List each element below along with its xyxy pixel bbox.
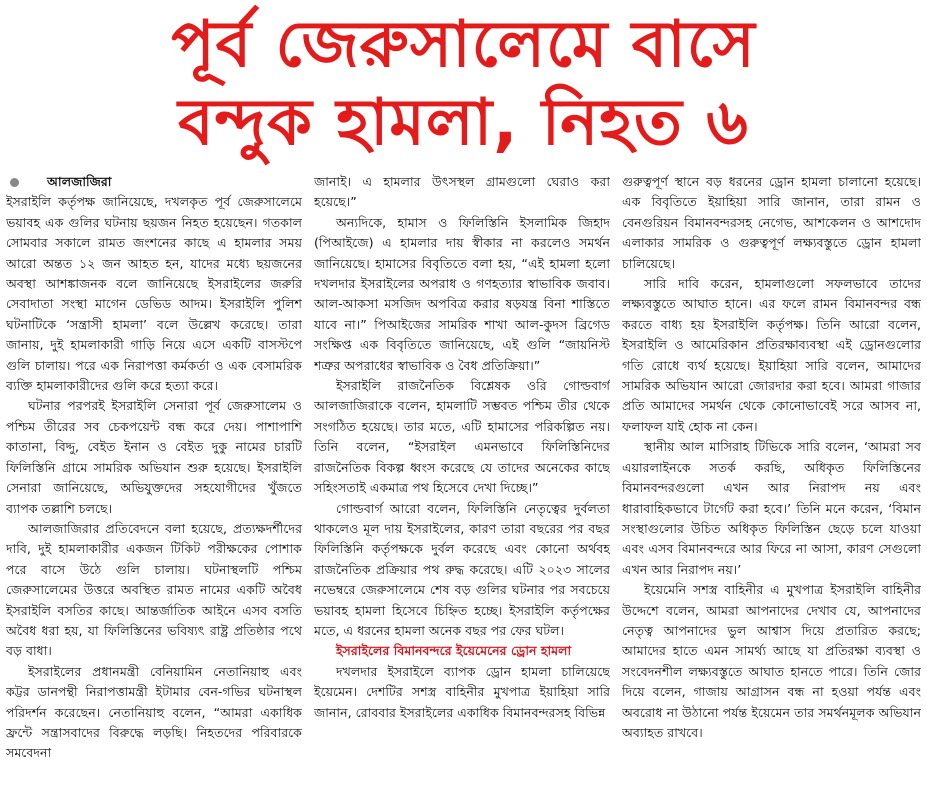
byline-text: আলজাজিরা bbox=[47, 174, 112, 189]
column-1 bbox=[6, 172, 302, 808]
paragraph: ইসরাইলি রাজনৈতিক বিশ্লেষক ওরি গোল্ডবার্গ আলজাজিরাকে বলেন, হামলাটি সম্ভবত পশ্চিম তীর থেকে সংগঠিত হয়েছে। তার মতে, এটি হামাসের পরিকল্পিত নয়। তিনি বলেন, “ইসরাইল এমনভাবে ফিলিস্তিনিদের রাজনৈতিক বিকল্প ধ্বংস করেছে যে তাদের অনেকের কাছে সহিংসতাই একমাত্র পথ হিসেবে দেখা দিচ্ছে।” bbox=[314, 378, 610, 496]
headline bbox=[0, 6, 927, 162]
column-2 bbox=[314, 172, 610, 808]
paragraph: ইয়েমেনি সশস্ত্র বাহিনীর এ মুখপাত্র ইসরাইলি বাহিনীর উদ্দেশে বলেন, আমরা আপনাদের দেখাব যে, আপনাদের নেতৃত্ব আপনাদের ভুল আশ্বাস দিয়ে প্রতারিত করছে; আমাদের হাতে এমন সামর্থ্য আছে যা প্রতিরক্ষা ব্যবস্থা ও সংবেদনশীল লক্ষ্যবস্তুতে আঘাত হানতে পারে। তিনি জোর দিয়ে বলেন, গাজায় আগ্রাসন বন্ধ না হওয়া পর্যন্ত এবং অবরোধ না উঠানো পর্যন্ত ইয়েমেন তার সমর্থনমূলক অভিযান অব্যাহত রাখবে। bbox=[622, 582, 921, 740]
headline-line-2: বন্দুক হামলা, নিহত ৬ bbox=[178, 86, 749, 160]
column-3 bbox=[622, 172, 921, 808]
paragraph: গোল্ডবার্গ আরো বলেন, ফিলিস্তিনি নেতৃত্বের দুর্বলতা থাকলেও মূল দায় ইসরাইলের, কারণ তারা বছরের পর বছর ফিলিস্তিনি কর্তৃপক্ষকে দুর্বল করেছে এবং কোনো অর্থবহ রাজনৈতিক প্রক্রিয়ার পথ রুদ্ধ করেছে। এটি ২০২৩ সালের নভেম্বরে জেরুসালেমে শেষ বড় গুলির ঘটনার পর সবচেয়ে ভয়াবহ হামলা হিসেবে চিহ্নিত হচ্ছে। ইসরাইলি কর্তৃপক্ষের মতে, এ ধরনের হামলা অনেক বছর পর ফের ঘটল। bbox=[314, 500, 610, 638]
paragraph: দখলদার ইসরাইলে ব্যাপক ড্রোন হামলা চালিয়েছে ইয়েমেন। দেশটির সশস্ত্র বাহিনীর মুখপাত্র ইয়াহিয়া সারি জানান, রোববার ইসরাইলের একাধিক বিমানবন্দরসহ বিভিন্ন bbox=[314, 663, 610, 720]
paragraph: অন্যদিকে, হামাস ও ফিলিস্তিনি ইসলামিক জিহাদ (পিআইজে) এ হামলার দায় স্বীকার না করলেও সমর্থন জানিয়েছে। হামাসের বিবৃতিতে বলা হয়, “এই হামলা হলো দখলদার ইসরাইলের অপরাধ ও গণহত্যার স্বাভাবিক জবাব। আল-আকসা মসজিদ অপবিত্র করার ষড়যন্ত্র বিনা শাস্তিতে যাবে না।” পিআইজের সামরিক শাখা আল-কুদস ব্রিগেড সংক্ষিপ্ত এক বিবৃতিতে জানিয়েছে, এই গুলি “জায়নিস্ট শত্রুর অপরাধের স্বাভাবিক ও বৈধ প্রতিক্রিয়া।” bbox=[314, 214, 610, 373]
paragraph: ইসরাইলের প্রধানমন্ত্রী বেনিয়ামিন নেতানিয়াহু এবং কট্টর ডানপন্থী নিরাপত্তামন্ত্রী ইটামার বেন-গভির ঘটনাস্থল পরিদর্শন করেছেন। নেতানিয়াহু বলেন, “আমরা একাধিক ফ্রন্টে সন্ত্রাসবাদের বিরুদ্ধে লড়ছি। নিহতদের পরিবারকে সমবেদনা bbox=[6, 663, 302, 761]
paragraph: গুরুত্বপূর্ণ স্থানে বড় ধরনের ড্রোন হামলা চালানো হয়েছে। এক বিবৃতিতে ইয়াহিয়া সারি জানান, তারা রামন ও বেনগুরিয়ন বিমানবন্দরসহ নেগেভ, আশকেলন ও আশদোদ এলাকার সামরিক ও গুরুত্বপূর্ণ লক্ষ্যবস্তুতে ড্রোন হামলা চালিয়েছে। bbox=[622, 174, 921, 271]
byline bbox=[6, 172, 302, 192]
paragraph: সারি দাবি করেন, হামলাগুলো সফলভাবে তাদের লক্ষ্যবস্তুতে আঘাত হানে। এর ফলে রামন বিমানবন্দর বন্ধ করতে বাধ্য হয় ইসরাইলি কর্তৃপক্ষ। তিনি আরো বলেন, ইসরাইলি ও আমেরিকান প্রতিরক্ষাব্যবস্থা এই ড্রোনগুলোর গতি রোধে ব্যর্থ হয়েছে। ইয়াহিয়া সারি বলেন, আমাদের সামরিক অভিযান আরো জোরদার করা হবে। আমরা গাজার প্রতি আমাদের সমর্থন থেকে কোনোভাবেই সরে আসব না, ফলাফল যাই হোক না কেন। bbox=[622, 276, 921, 434]
paragraph: আলজাজিরার প্রতিবেদনে বলা হয়েছে, প্রত্যক্ষদর্শীদের দাবি, দুই হামলাকারীর একজন টিকিট পরীক্ষকের পোশাক পরে বাসে উঠে গুলি চালায়। ঘটনাস্থলটি পশ্চিম জেরুসালেমের উত্তরে অবস্থিত রামত নামের একটি অবৈধ ইসরাইলি বসতির কাছে। আন্তর্জাতিক আইনে এসব বসতি অবৈধ ধরা হয়, যা ফিলিস্তিনের ভবিষ্যৎ রাষ্ট্র প্রতিষ্ঠার পথে বড় বাধা। bbox=[6, 520, 302, 659]
article-body bbox=[6, 172, 921, 808]
paragraph: ইসরাইলি কর্তৃপক্ষ জানিয়েছে, দখলকৃত পূর্ব জেরুসালেমে ভয়াবহ এক গুলির ঘটনায় ছয়জন নিহত হয়েছেন। গতকাল সোমবার সকালে রামত জংশনের কাছে এ হামলার সময় আরো অন্তত ১২ জন আহত হন, যাদের মধ্যে ছয়জনের অবস্থা আশঙ্কাজনক বলে জানিয়েছে ইসরাইলের জরুরি সেবাদাতা সংস্থা মাগেন ডেভিড আদম। ইসরাইলি পুলিশ ঘটনাটিকে ‘সন্ত্রাসী হামলা’ বলে উল্লেখ করেছে। তারা জানায়, দুই হামলাকারী গাড়ি নিয়ে এসে একটি বাসস্টপে গুলি চালায়। পরে এক নিরাপত্তা কর্মকর্তা ও এক বেসামরিক ব্যক্তি হামলাকারীদের গুলি করে হত্যা করে। bbox=[6, 194, 302, 394]
bullet-icon bbox=[10, 178, 19, 187]
paragraph: জানাই। এ হামলার উৎসস্থল গ্রামগুলো ঘেরাও করা হয়েছে।” bbox=[314, 174, 610, 210]
subheading: ইসরাইলের বিমানবন্দরে ইয়েমেনের ড্রোন হামলা bbox=[336, 643, 572, 659]
paragraph: স্থানীয় আল মাসিরাহ টিভিকে সারি বলেন, ‘আমরা সব এয়ারলাইনকে সতর্ক করছি, অধিকৃত ফিলিস্তিনের বিমানবন্দরগুলো এখন আর নিরাপদ নয় এবং ধারাবাহিকভাবে টার্গেট করা হবে।’ তিনি মনে করেন, ‘বিমান সংস্থাগুলোর উচিত অধিকৃত ফিলিস্তিন ছেড়ে চলে যাওয়া এবং এসব বিমানবন্দরে আর ফিরে না আসা, কারণ সেগুলো এখন আর নিরাপদ নয়।’ bbox=[622, 439, 921, 577]
paragraph: ঘটনার পরপরই ইসরাইলি সেনারা পূর্ব জেরুসালেম ও পশ্চিম তীরের সব চেকপয়েন্ট বন্ধ করে দেয়। পাশাপাশি কাতানা, বিদ্দু, বেইত ইনান ও বেইত দুকু নামের চারটি ফিলিস্তিনি গ্রামে সামরিক অভিযান শুরু হয়েছে। ইসরাইলি সেনারা জানিয়েছে, অভিযুক্তদের সহযোগীদের খুঁজতে ব্যাপক তল্লাশি চলছে। bbox=[6, 398, 302, 516]
headline-line-1: পূর্ব জেরুসালেমে বাসে bbox=[171, 8, 756, 82]
